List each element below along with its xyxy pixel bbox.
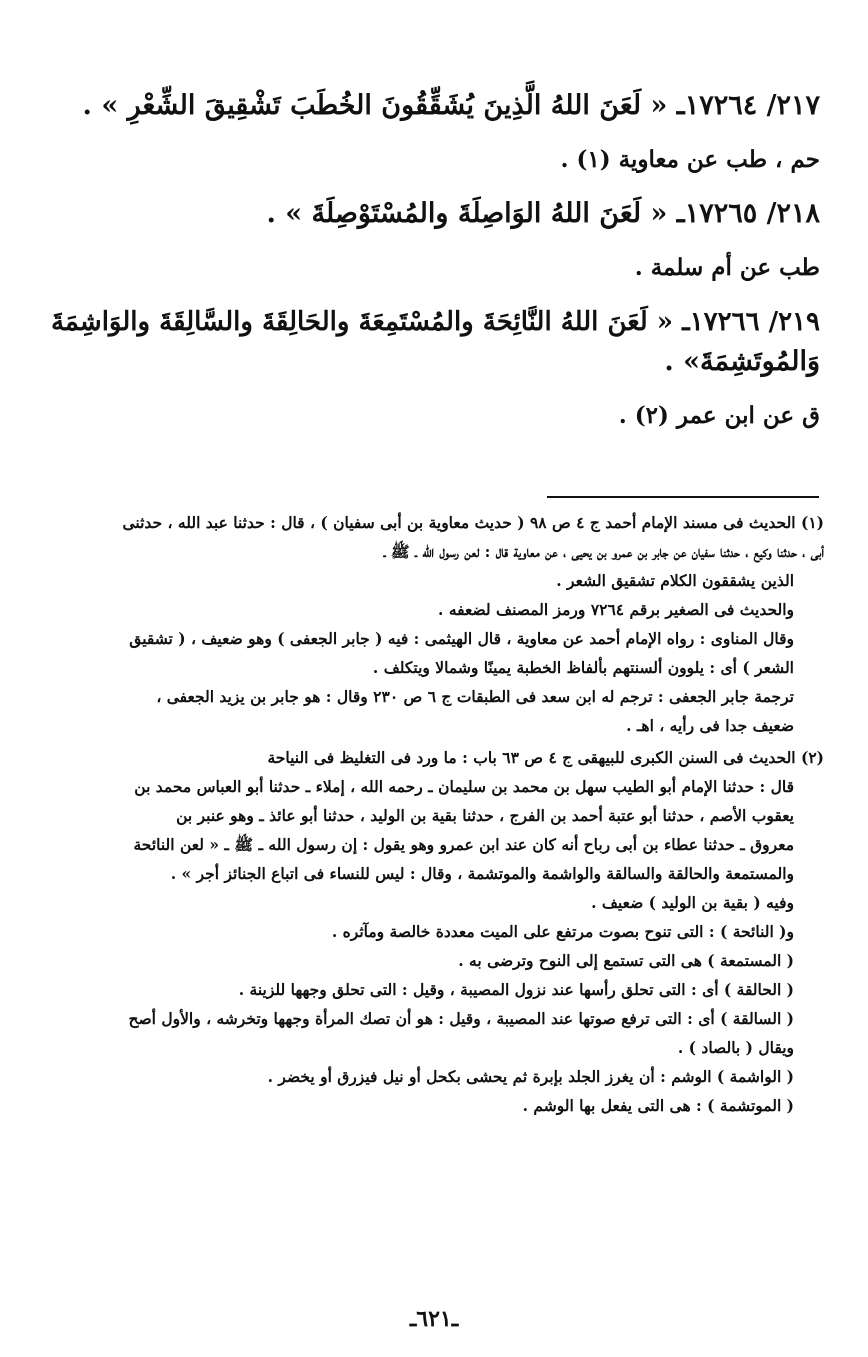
hadith-text: ٢١٩/ ١٧٢٦٦ـ « لَعَنَ اللهُ النَّائِحَةَ والمُسْتَمِعَةَ والحَالِقَةَ والسَّالِقَةَ والوَاشِمَةَ xyxy=(50,307,820,337)
footnote-line: وقال المناوى : رواه الإمام أحمد عن معاوية ، قال الهيثمى : فيه ( جابر الجعفى ) وهو ضعيف ، ( تشقيق xyxy=(129,629,794,648)
footnote-line: ( السالقة ) أى : التى ترفع صوتها عند المصيبة ، وقيل : هو أن تصك المرأة وجهها وتخرشه ، والأول أصح xyxy=(128,1009,794,1028)
footnote-line: الشعر ) أى : يلوون ألسنتهم بألفاظ الخطبة يمينًا وشمالا ويتكلف . xyxy=(372,658,794,677)
footnote-line: ضعيف جدا فى رأيه ، اهـ . xyxy=(626,716,794,735)
footnote-line: ويقال ( بالصاد ) . xyxy=(677,1038,794,1057)
footnote-line: أبى ، حدثنا وكيع ، حدثنا سفيان عن جابر بن عمرو بن يحيى ، عن معاوية قال : لعن رسول الله ـ ﷺ ـ xyxy=(383,542,824,561)
footnote-line: (١) الحديث فى مسند الإمام أحمد ج ٤ ص ٩٨ ( حديث معاوية بن أبى سفيان ) ، قال : حدثنا عبد الله ، حدثنى xyxy=(122,513,824,532)
footnote-line: ( الموتشمة ) : هى التى يفعل بها الوشم . xyxy=(522,1096,794,1115)
hadith-text: ٢١٧/ ١٧٢٦٤ـ « لَعَنَ اللهُ الَّذِينَ يُشَقِّقُونَ الخُطَبَ تَشْقِيقَ الشِّعْرِ » . xyxy=(82,90,820,121)
hadith-text: ٢١٨/ ١٧٢٦٥ـ « لَعَنَ اللهُ الوَاصِلَةَ والمُسْتَوْصِلَةَ » . xyxy=(266,198,820,229)
footnote-line: يعقوب الأصم ، حدثنا أبو عتبة أحمد بن الفرج ، حدثنا بقية بن الوليد ، حدثنا أبو عائذ ـ وهو عنبر بن xyxy=(176,806,794,825)
page-number: ـ٦٢١ـ xyxy=(409,1306,459,1332)
hadith-source: ق عن ابن عمر (٢) . xyxy=(618,402,820,429)
footnote-line: الذين يشققون الكلام تشقيق الشعر . xyxy=(556,571,794,590)
footnote-line: قال : حدثنا الإمام أبو الطيب سهل بن محمد بن سليمان ـ رحمه الله ، إملاء ـ حدثنا أبو العباس محمد بن xyxy=(134,777,794,796)
footnotes-section xyxy=(30,508,824,1120)
footnote-line: و( النائحة ) : التى تنوح بصوت مرتفع على الميت معددة خالصة ومآثره . xyxy=(331,922,794,941)
hadith-source: حم ، طب عن معاوية (١) . xyxy=(560,146,820,173)
hadith-source: طب عن أم سلمة . xyxy=(634,254,820,281)
footnote-divider xyxy=(547,496,819,498)
footnote-line: ( المستمعة ) هى التى تستمع إلى النوح وترضى به . xyxy=(458,951,794,970)
hadith-section xyxy=(40,86,820,436)
footnote-line: ( الواشمة ) الوشم : أن يغرز الجلد بإبرة ثم يحشى بكحل أو نيل فيزرق أو يخضر . xyxy=(267,1067,794,1086)
footnote-line: ( الحالقة ) أى : التى تحلق رأسها عند نزول المصيبة ، وقيل : التى تحلق وجهها للزينة . xyxy=(238,980,794,999)
hadith-text-continuation: وَالمُوتَشِمَةَ» . xyxy=(664,346,820,377)
footnote-line: والمستمعة والحالقة والسالقة والواشمة والموتشمة ، وقال : ليس للنساء فى اتباع الجنائز أجر » . xyxy=(170,864,794,883)
footnote-line: معروق ـ حدثنا عطاء بن أبى رباح أنه كان عند ابن عمرو وهو يقول : إن رسول الله ـ ﷺ ـ « لعن النائحة xyxy=(133,835,794,854)
footnote-line: (٢) الحديث فى السنن الكبرى للبيهقى ج ٤ ص ٦٣ باب : ما ورد فى التغليظ فى النياحة xyxy=(267,748,824,767)
footnote-line: وفيه ( بقية بن الوليد ) ضعيف . xyxy=(591,893,794,912)
footnote-line: ترجمة جابر الجعفى : ترجم له ابن سعد فى الطبقات ج ٦ ص ٢٣٠ وقال : هو جابر بن يزيد الجعفى ، xyxy=(156,687,794,706)
footnote-line: والحديث فى الصغير برقم ٧٢٦٤ ورمز المصنف لضعفه . xyxy=(438,600,794,619)
